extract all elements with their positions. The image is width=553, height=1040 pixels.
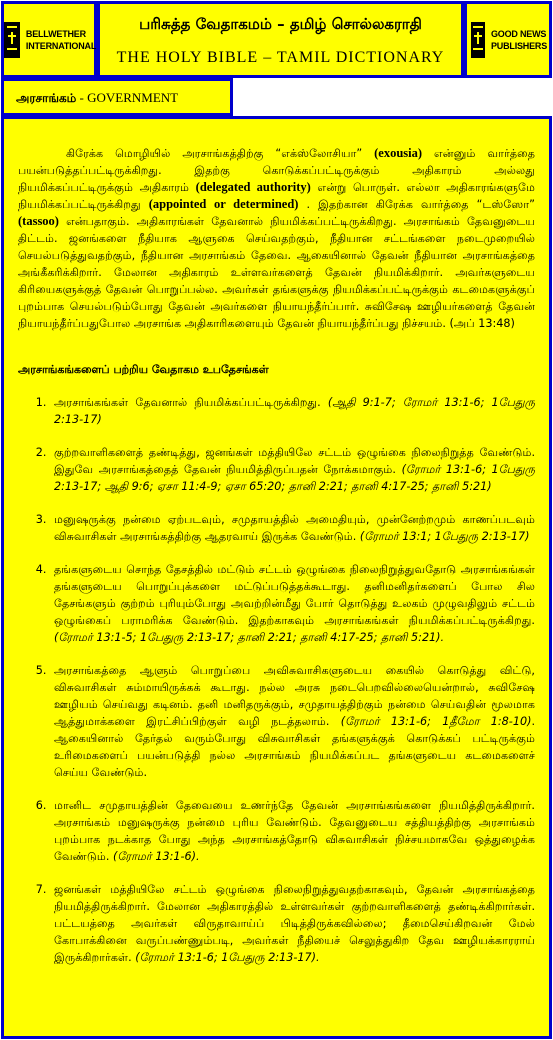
publisher-logo-bellwether: [1, 1, 97, 78]
list-item: [50, 511, 535, 545]
book-icon: [469, 18, 487, 62]
list-item: [50, 444, 535, 495]
logo-text: [491, 28, 547, 52]
logo-line-1: GOOD NEWS: [491, 28, 547, 39]
greek-term: (exousia): [374, 146, 423, 160]
item-text: அரசாங்கத்தை ஆளும் பொறுப்பை அவிசுவாசிகளுடைய கையில் கொடுத்து விட்டு, விசுவாசிகள் சும்மாயிருக்கக் கூடாது. நல்ல அரசு நடைபெறவில்லையென்றால், சுவிசேஷ ஊழியம் செய்வது கடினம். தனி மனிதருக்கும், சமுதாயத்திற்கும் நன்மை செய்வதின் மூலமாக ஆத்துமாக்களை இரட்சிப்பிற்குள் வழி நடத்தலாம்.: [54, 664, 535, 728]
list-item: [50, 394, 535, 428]
item-text: மனுஷருக்கு நன்மை ஏற்படவும், சமுதாயத்தில் அமைதியும், முன்னேற்றமும் காணப்படவும் விசுவாசிகள் அரசாங்கத்திற்கு ஆதரவாய் இருக்க வேண்டும்.: [54, 513, 535, 543]
item-text: . ஆகையினால் தேர்தல் வரும்போது விசுவாசிகள் தங்களுக்குக் கொடுக்கப் பட்டிருக்கும் உரிமைகளைப் பயன்படுத்தி நல்ல அரசாங்கம் நியமிக்கப்பட தங்களுடைய கடமைகளைச் செய்ய வேண்டும்.: [54, 715, 535, 779]
scripture-reference: (ரோமர் 13:1; 1பேதுரு 2:13-17): [359, 530, 530, 543]
section-label-english: - GOVERNMENT: [76, 90, 179, 105]
section-label: [4, 81, 230, 107]
subheading: அரசாங்கங்களைப் பற்றிய வேதாகம உபதேசங்கள்: [18, 363, 269, 376]
publisher-logo-good-news: [464, 1, 552, 78]
section-tab: [1, 78, 233, 116]
greek-term: (tassoo): [18, 214, 59, 228]
list-item: [50, 561, 535, 646]
intro-text: . இதற்கான கிரேக்க வார்த்தை “டஸ்ஸோ”: [298, 198, 535, 211]
scripture-reference: (ரோமர் 13:1-6; 1பேதுரு 2:13-17).: [135, 951, 320, 964]
list-item: [50, 881, 535, 966]
scripture-reference: (ஆதி 9:1-7; ரோமர் 13:1-6; 1பேதுரு 2:13-17): [54, 396, 535, 426]
teaching-list: [18, 394, 535, 966]
item-text: தங்களுடைய சொந்த தேசத்தில் மட்டும் சட்டம் ஒழுங்கை நிலைநிறுத்துவதோடு அரசாங்கங்கள் தங்களுடைய பொறுப்புக்களை மட்டுப்படுத்தக்கூடாது. தனிமனிதர்களைப் போல சில தேசங்களும் குற்றம் புரியும்போது அவற்றின்மீது போர் தொடுத்து உலகம் முழுவதிலும் சட்டம் ஒழுங்கைப் பராமரிக்க வேண்டும். இதற்காகவும் அரசாங்கங்கள் நியமிக்கப்பட்டிருக்கிறது.: [54, 563, 535, 627]
intro-text: என்பதாகும். அதிகாரங்கள் தேவனால் நியமிக்கப்பட்டிருக்கிறது. அரசாங்கம் தேவனுடைய திட்டம். ஜனங்களை நீதியாக ஆளுகை செய்வதற்கும், நீதியான சட்டங்களை நடைமுறையில் செயல்படுத்துவதற்கும், நீதியான அரசாங்கம் தேவை. ஆகையினால் தேவன் நீதியான அரசாங்கத்தை அங்கீகரிக்கிறார். மேலான அதிகாரம் உள்ளவர்களைத் தேவன் நியமிக்கிறார். அவர்களுடைய கிரியைகளுக்குத் தேவன் பொறுப்பல்ல. அவர்கள் தங்களுக்கு நியமிக்கப்பட்டிருக்கும் கடமைகளுக்குப் புறம்பாக செயல்படும்போது தேவன் அவர்களை நியாயந்தீர்ப்பார். சுவிசேஷ ஊழியர்களைத் தேவன் நியாயந்தீர்ப்பதுபோல அரசாங்க அதிகாரிகளையும் தேவன் நியாயந்தீர்ப்பது நிச்சயம்.: [18, 215, 535, 330]
intro-text: என்னும் வார்த்தை பயன்படுத்தப்பட்டிருக்கிறது. இதற்கு கொடுக்கப்பட்டிருக்கும் அதிகாரம் அல்லது நியமிக்கப்பட்டிருக்கும் அதிகாரம்: [18, 147, 535, 194]
english-term: (delegated authority): [195, 180, 311, 194]
logo-line-2: INTERNATIONAL: [25, 40, 97, 51]
section-label-tamil: அரசாங்கம்: [16, 91, 77, 105]
intro-text: என்று பொருள். எல்லா அதிகாரங்களுமே நியமிக்கப்பட்டிருக்கிறது: [18, 181, 535, 211]
scripture-reference: (ரோமர் 13:1-6).: [113, 850, 200, 863]
scripture-reference: (ரோமர் 13:1-6; 1தீமோ 1:8-10): [340, 715, 532, 728]
item-text: அரசாங்கங்கள் தேவனால் நியமிக்கப்பட்டிருக்கிறது.: [54, 396, 328, 409]
intro-paragraph: [18, 145, 535, 332]
book-icon: [2, 18, 22, 62]
logo-line-1: BELLWETHER: [25, 28, 86, 39]
title-tamil: பரிசுத்த வேதாகமம் – தமிழ் சொல்லகராதி: [139, 15, 422, 33]
list-item: [50, 797, 535, 865]
scripture-reference: (ரோமர் 13:1-5; 1பேதுரு 2:13-17; தானி 2:21; தானி 4:17-25; தானி 5:21).: [54, 631, 445, 644]
content-panel: [1, 116, 552, 1039]
item-text: குற்றவாளிகளைத் தண்டித்து, ஜனங்கள் மத்தியிலே சட்டம் ஒழுங்கை நிலைநிறுத்த வேண்டும். இதுவே அரசாங்கத்தைத் தேவன் நியமித்திருப்பதன் நோக்கமாகும்.: [54, 446, 535, 476]
list-item: [50, 662, 535, 781]
intro-text: கிரேக்க மொழியில் அரசாங்கத்திற்கு “எக்ஸ்லோசியா”: [66, 147, 375, 160]
logo-text: [26, 28, 96, 52]
title-english: THE HOLY BIBLE – TAMIL DICTIONARY: [116, 49, 445, 66]
english-term: (appointed or determined): [148, 197, 299, 211]
scripture-reference: (அப் 13:48): [449, 317, 515, 330]
item-text: ஜனங்கள் மத்தியிலே சட்டம் ஒழுங்கை நிலைநிறுத்துவதற்காகவும், தேவன் அரசாங்கத்தை நியமித்திருக்கிறார். மேலான அதிகாரத்தில் உள்ளவர்கள் குற்றவாளிகளைத் தண்டிக்கிறார்கள். பட்டயத்தை அவர்கள் விருதாவாய்ப் பிடித்திருக்கவில்லை; தீமைசெய்கிறவன் மேல் கோபாக்கினை வருப்பண்ணும்படி, அவர்கள் நீதியைச் செலுத்துகிற தேவ ஊழியக்காரராய் இருக்கிறார்கள்.: [54, 883, 535, 964]
logo-line-2: PUBLISHERS: [491, 40, 548, 51]
item-text: மானிட சமுதாயத்தின் தேவையை உணர்ந்தே தேவன் அரசாங்கங்களை நியமித்திருக்கிறார். அரசாங்கம் மனுஷருக்கு நன்மை புரிய வேண்டும். தேவனுடைய சத்தியத்திற்கு அரசாங்கம் புறம்பாக நடக்காத போது அந்த அரசாங்கத்தோடு விசுவாசிகள் நிச்சயமாகவே ஒத்துழைக்க வேண்டும்.: [54, 799, 535, 863]
header-title-panel: [97, 1, 464, 78]
scripture-reference: (ரோமர் 13:1-6; 1பேதுரு 2:13-17; ஆதி 9:6; ஏசா 11:4-9; ஏசா 65:20; தானி 2:21; தானி 4:17-25; தானி 5:21): [54, 463, 535, 493]
